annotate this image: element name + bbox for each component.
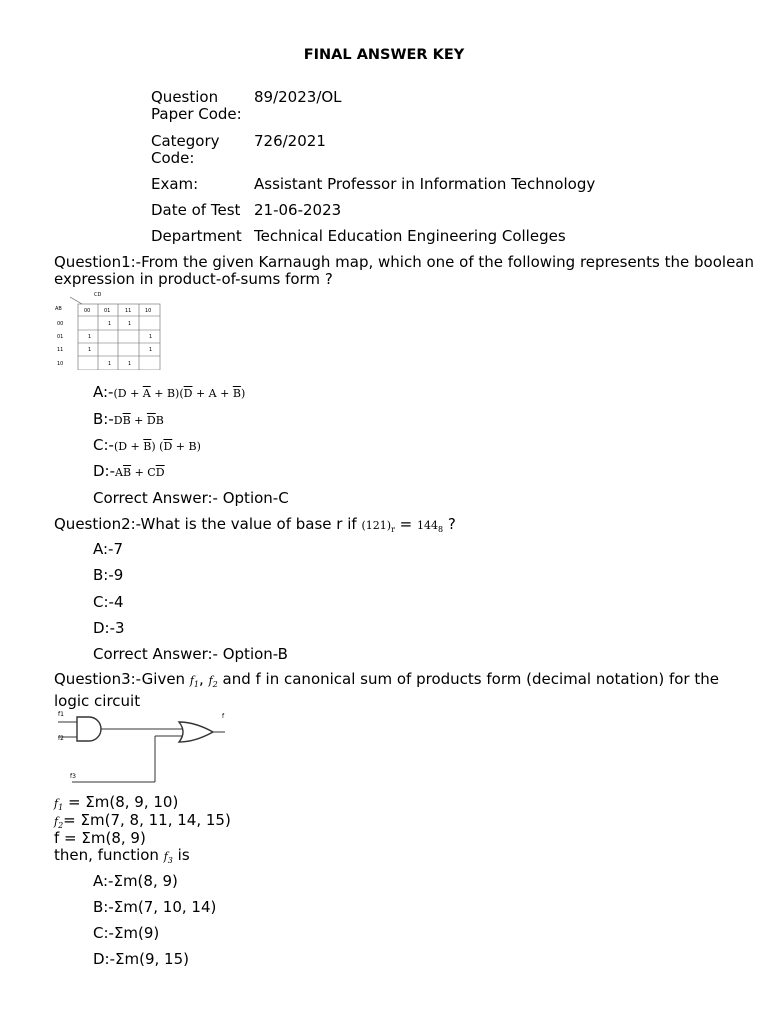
q2-option-b: B:-9 bbox=[93, 566, 124, 584]
page-title: FINAL ANSWER KEY bbox=[303, 47, 465, 63]
q1-correct-answer: Correct Answer:- Option-C bbox=[93, 489, 289, 507]
kmap-cell-2-3: 1 bbox=[149, 347, 153, 353]
meta-label-department: Department bbox=[151, 227, 242, 245]
q2-correct-answer: Correct Answer:- Option-B bbox=[93, 645, 288, 663]
q2-option-d: D:-3 bbox=[93, 619, 125, 637]
q3-f-line: f = Σm(8, 9) bbox=[54, 829, 146, 847]
kmap-cell-1-3: 1 bbox=[149, 334, 153, 340]
q1-option-a-expr: $(D + \overline{A} + B)(\overline{D} + A + \overline{B})$ bbox=[113, 387, 246, 400]
question-3-text: Question3:-Given $f_1$, $f_2$ and f in canonical sum of products form (decimal notation) for the logic circuit bbox=[54, 670, 719, 711]
or-gate bbox=[179, 722, 213, 742]
meta-label-date: Date of Test bbox=[151, 201, 241, 219]
kmap-row-00: 00 bbox=[57, 321, 64, 327]
meta-value-paper-code: 89/2023/OL bbox=[254, 88, 342, 106]
q1-option-d-expr: $A\overline{B} + C\overline{D}$ bbox=[115, 466, 165, 479]
q2-math-right: $144_8$ bbox=[417, 519, 444, 535]
kmap-var-left: AB bbox=[55, 306, 62, 312]
kmap-cell-0-2: 1 bbox=[128, 321, 132, 327]
kmap-col-11: 11 bbox=[125, 308, 132, 314]
kmap-row-10: 10 bbox=[57, 361, 64, 367]
question-1-text: Question1:-From the given Karnaugh map, which one of the following represents the boolean expression in product-of-sums form ? bbox=[54, 253, 754, 288]
q3-option-d: D:-Σm(9, 15) bbox=[93, 950, 189, 968]
kmap-row-01: 01 bbox=[57, 334, 64, 340]
q1-option-c: C:-(D + $\overline{B}$) $(\overline{D} + B)$ bbox=[93, 436, 201, 454]
q1-option-c-expr: $(D + \overline{B})$ $(\overline{D} + B)$ bbox=[113, 440, 201, 453]
q3-option-a: A:-Σm(8, 9) bbox=[93, 872, 178, 890]
meta-value-exam: Assistant Professor in Information Technology bbox=[254, 175, 596, 193]
q2-math-left: $(121)_r$ bbox=[361, 519, 395, 535]
q1-option-d: $D:-A\overline{B} + C\overline{D}$ bbox=[93, 462, 165, 480]
meta-label-category-code: Category Code: bbox=[151, 132, 220, 167]
q2-option-c: C:-4 bbox=[93, 593, 124, 611]
kmap-cell-3-2: 1 bbox=[128, 361, 132, 367]
meta-value-category-code: 726/2021 bbox=[254, 132, 326, 150]
meta-label-exam: Exam: bbox=[151, 175, 199, 193]
kmap-row-11: 11 bbox=[57, 347, 64, 353]
kmap-var-top: CD bbox=[94, 292, 102, 298]
q1-option-a: A:-(D + $\overline{A} + B)(\overline{D} + A + \overline{B})$ bbox=[93, 383, 246, 401]
kmap-cell-1-0: 1 bbox=[88, 334, 92, 340]
and-gate bbox=[77, 717, 101, 741]
meta-value-date: 21-06-2023 bbox=[254, 201, 342, 219]
kmap-col-10: 10 bbox=[145, 308, 152, 314]
q3-option-b: B:-Σm(7, 10, 14) bbox=[93, 898, 217, 916]
q3-f2-line: $f_2= \Sigma m(7$, 8, 11, 14, 15) bbox=[54, 811, 231, 831]
kmap-cell-3-1: 1 bbox=[108, 361, 112, 367]
circuit-label-f1: f1 bbox=[58, 711, 64, 718]
q2-option-a: A:-7 bbox=[93, 540, 124, 558]
logic-circuit bbox=[55, 708, 230, 790]
q3-f1-line: $f_1 = \Sigma m(8$, 9, 10) bbox=[54, 793, 179, 813]
circuit-label-f3: f3 bbox=[70, 773, 76, 780]
meta-label-paper-code: Question Paper Code: bbox=[151, 88, 242, 123]
kmap-cell-0-1: 1 bbox=[108, 321, 112, 327]
q3-option-c: C:-Σm(9) bbox=[93, 924, 160, 942]
kmap-col-01: 01 bbox=[104, 308, 111, 314]
q1-option-b: $B:-D\overline{B} + \overline{D}B$ bbox=[93, 410, 164, 428]
circuit-label-f2: f2 bbox=[58, 735, 64, 742]
kmap-col-00: 00 bbox=[84, 308, 91, 314]
kmap-cell-2-0: 1 bbox=[88, 347, 92, 353]
q3-then-line: then, function $f_3$ is bbox=[54, 846, 190, 866]
q1-option-b-expr: $D\overline{B} + \overline{D}B$ bbox=[113, 414, 164, 427]
karnaugh-map bbox=[54, 290, 164, 370]
meta-value-department: Technical Education Engineering Colleges bbox=[254, 227, 566, 245]
question-2-text: Question2:-What is the value of base r if $(121)_r = 144_8$ ? bbox=[54, 515, 456, 535]
circuit-label-f: f bbox=[222, 713, 225, 720]
